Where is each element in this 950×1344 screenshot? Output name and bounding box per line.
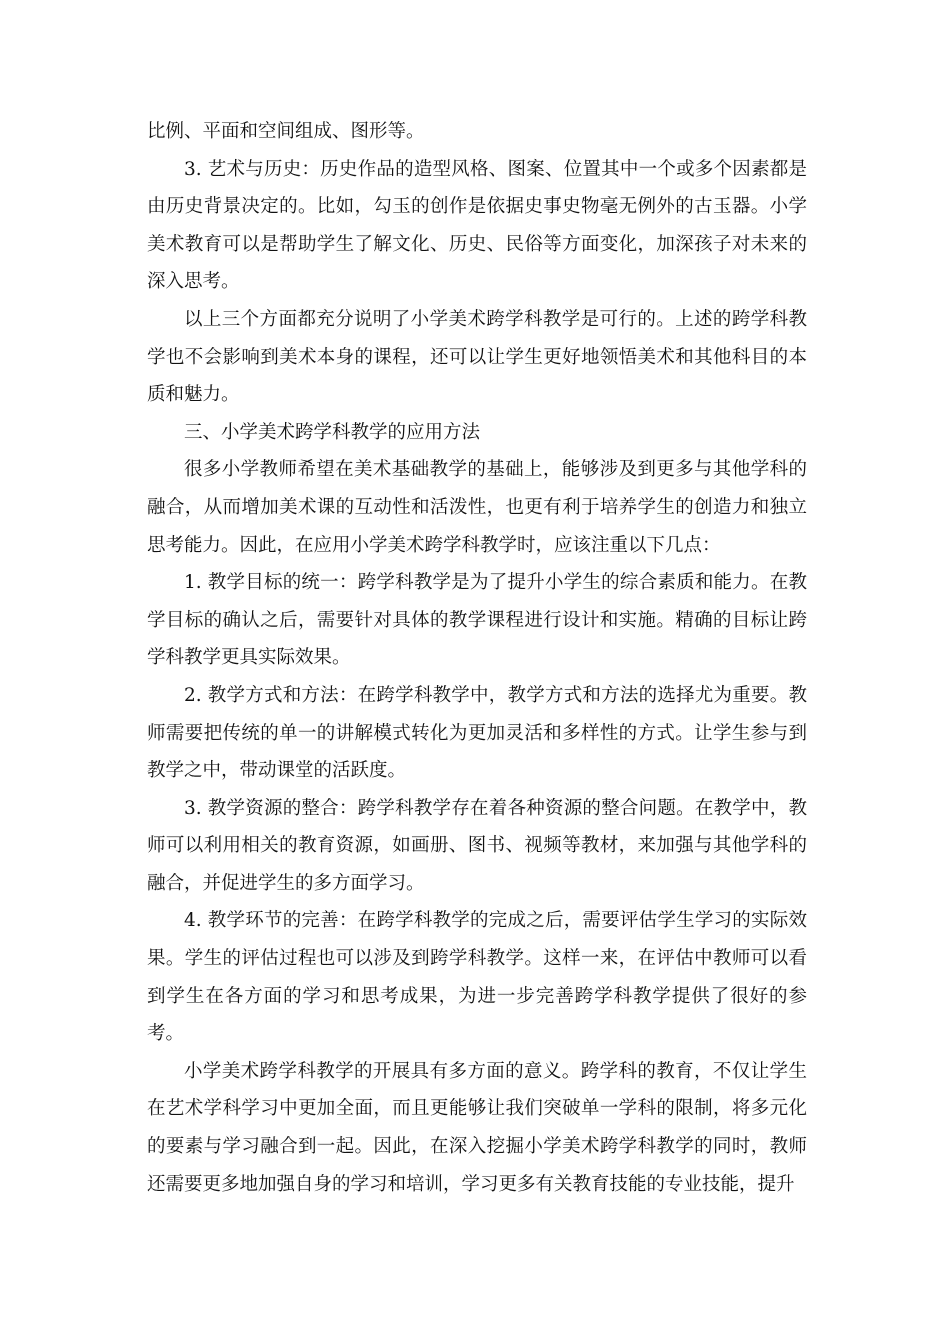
paragraph-conclusion: 小学美术跨学科教学的开展具有多方面的意义。跨学科的教育，不仅让学生在艺术学科学习中更加全面，而且更能够让我们突破单一学科的限制，将多元化的要素与学习融合到一起。因此，在深入挖掘小学美术跨学科教学的同时，教师还需要更多地加强自身的学习和培训，学习更多有关教育技能的专业技能，提升 xyxy=(147,1060,807,1195)
paragraph-continuation: 比例、平面和空间组成、图形等。 xyxy=(147,121,425,142)
document-body xyxy=(147,113,807,1203)
section-heading-application-methods: 三、小学美术跨学科教学的应用方法 xyxy=(184,421,481,443)
paragraph-summary-feasibility: 以上三个方面都充分说明了小学美术跨学科教学是可行的。上述的跨学科教学也不会影响到美术本身的课程，还可以让学生更好地领悟美术和其他科目的本质和魅力。 xyxy=(147,308,807,406)
paragraph-teaching-resources: 3. 教学资源的整合：跨学科教学存在着各种资源的整合问题。在教学中，教师可以利用相关的教育资源，如画册、图书、视频等教材，来加强与其他学科的融合，并促进学生的多方面学习。 xyxy=(147,797,807,894)
paragraph-teaching-goals: 1. 教学目标的统一：跨学科教学是为了提升小学生的综合素质和能力。在教学目标的确认之后，需要针对具体的教学课程进行设计和实施。精确的目标让跨学科教学更具实际效果。 xyxy=(147,572,807,669)
paragraph-intro-methods: 很多小学教师希望在美术基础教学的基础上，能够涉及到更多与其他学科的融合，从而增加美术课的互动性和活泼性，也更有利于培养学生的创造力和独立思考能力。因此，在应用小学美术跨学科教学时，应该注重以下几点： xyxy=(147,459,807,556)
paragraph-art-and-history: 3. 艺术与历史：历史作品的造型风格、图案、位置其中一个或多个因素都是由历史背景决定的。比如，勾玉的创作是依据史事史物毫无例外的古玉器。小学美术教育可以是帮助学生了解文化、历史、民俗等方面变化，加深孩子对未来的深入思考。 xyxy=(147,158,807,293)
paragraph-teaching-methods: 2. 教学方式和方法：在跨学科教学中，教学方式和方法的选择尤为重要。教师需要把传统的单一的讲解模式转化为更加灵活和多样性的方式。让学生参与到教学之中，带动课堂的活跃度。 xyxy=(147,684,807,782)
paragraph-teaching-evaluation: 4. 教学环节的完善：在跨学科教学的完成之后，需要评估学生学习的实际效果。学生的评估过程也可以涉及到跨学科教学。这样一来，在评估中教师可以看到学生在各方面的学习和思考成果，为进一步完善跨学科教学提供了很好的参考。 xyxy=(147,910,807,1045)
